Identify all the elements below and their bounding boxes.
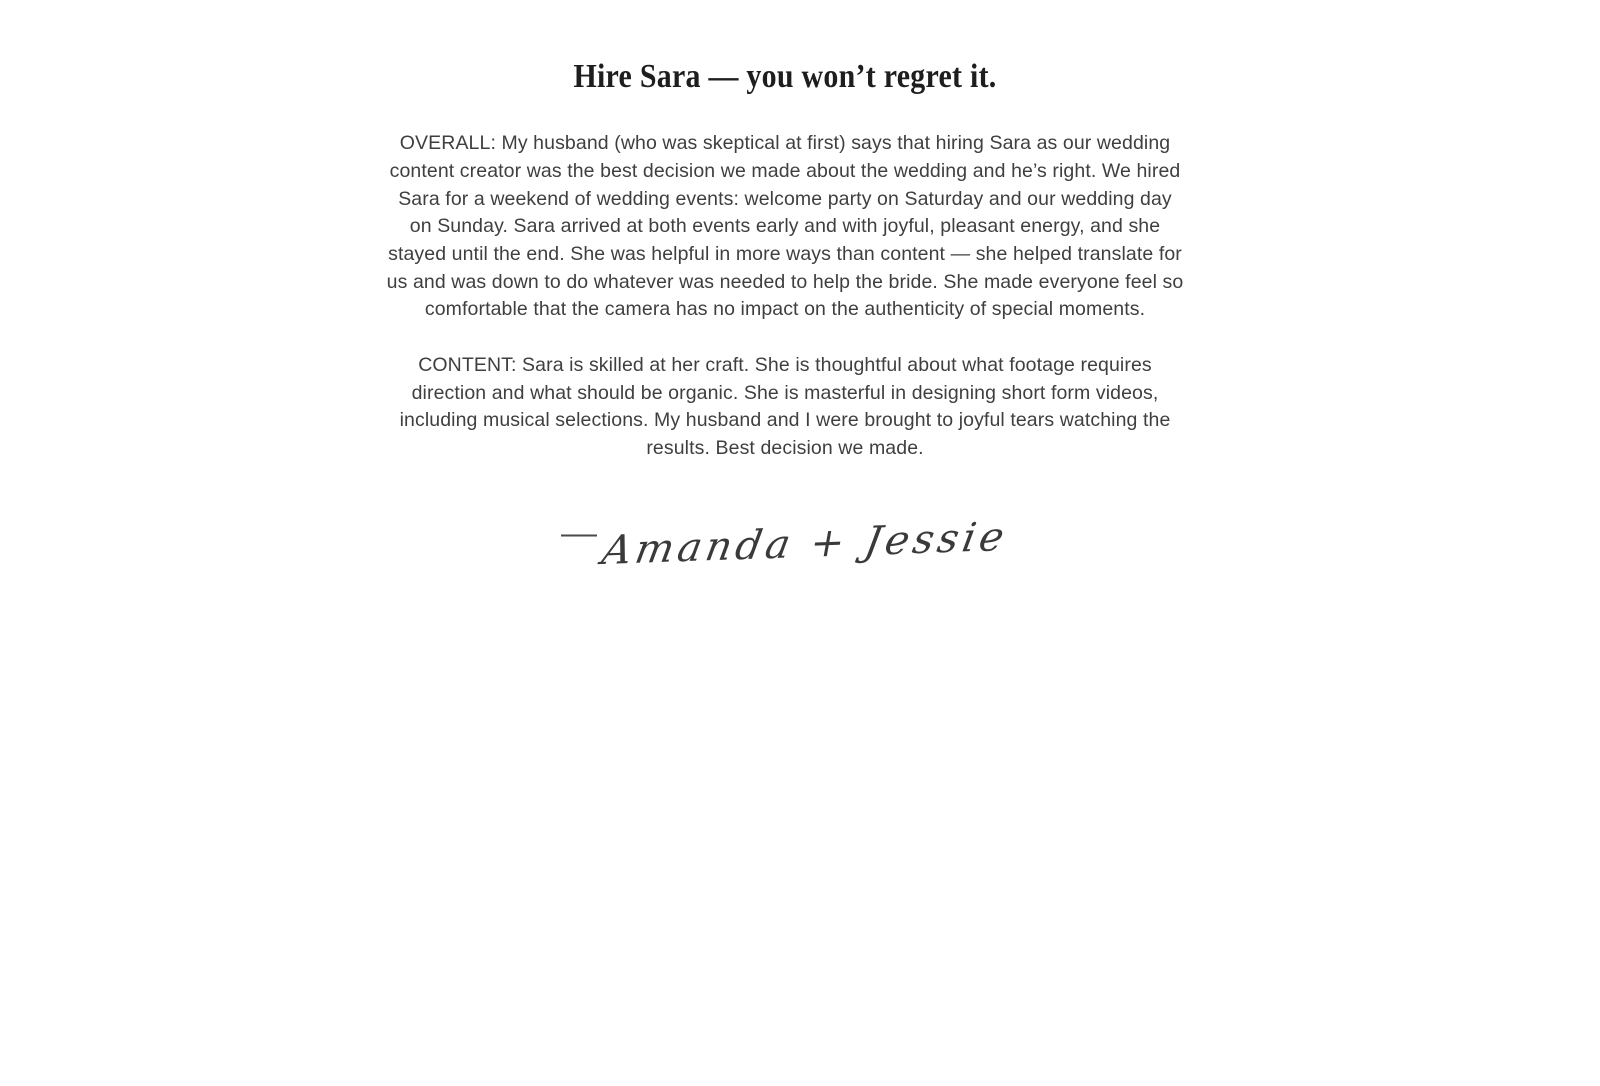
testimonial-paragraph-overall: OVERALL: My husband (who was skeptical at first) says that hiring Sara as our wedding content creator was the best decision we made about the wedding and he’s right. We hired Sara for a weekend of wedding events: welcome party on Saturday and our wedding day on Sunday. Sara arrived at both events early and with joyful, pleasant energy, and she stayed until the end. She was helpful in more ways than content — she helped translate for us and was down to do whatever was needed to help the bride. She made everyone feel so comfortable that the camera has no impact on the authenticity of special moments. bbox=[386, 132, 1184, 321]
signature bbox=[385, 513, 1185, 574]
signature-names: Amanda + Jessie bbox=[598, 513, 1012, 574]
testimonial-title: Hire Sara — you won’t regret it. bbox=[573, 58, 997, 95]
testimonial-section bbox=[385, 0, 1185, 574]
testimonial-paragraph-content: CONTENT: Sara is skilled at her craft. She is thoughtful about what footage requires direction and what should be organic. She is masterful in designing short form videos, including musical selections. My husband and I were brought to joyful tears watching the results. Best decision we made. bbox=[399, 354, 1171, 460]
signature-dash: — bbox=[560, 516, 597, 550]
